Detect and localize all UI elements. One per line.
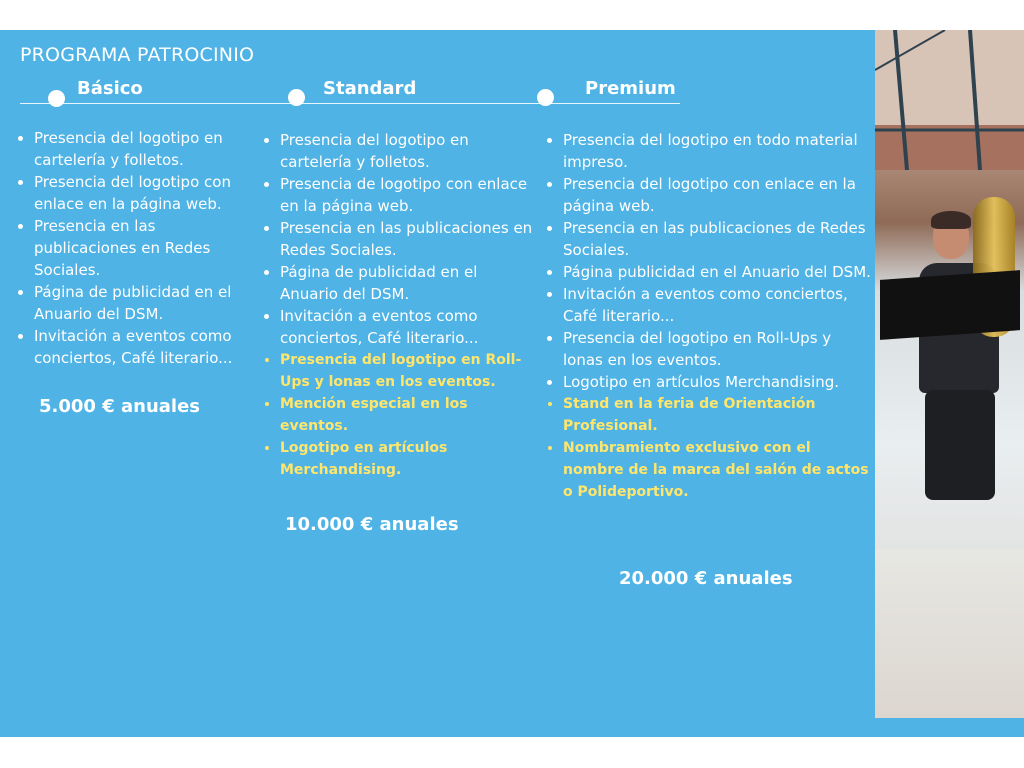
benefit-item: • Página publicidad en el Anuario del DSM. xyxy=(563,261,873,283)
benefit-item: • Presencia del logotipo con enlace en la página web. xyxy=(34,171,242,215)
floor xyxy=(875,550,1024,718)
page-title: PROGRAMA PATROCINIO xyxy=(20,44,255,66)
benefit-item: • Presencia del logotipo en Roll-Ups y lonas en los eventos. xyxy=(563,327,873,371)
benefit-item: • Presencia en las publicaciones en Redes Sociales. xyxy=(34,215,242,281)
benefit-item: • Página de publicidad en el Anuario del DSM. xyxy=(34,281,242,325)
benefits-list-premium xyxy=(543,129,873,503)
tier-heading-premium: Premium xyxy=(585,78,676,99)
benefit-item: • Presencia de logotipo con enlace en la página web. xyxy=(280,173,538,217)
timeline-dot-premium xyxy=(537,89,554,106)
benefit-item: • Logotipo en artículos Merchandising. xyxy=(563,371,873,393)
benefit-item: • Presencia del logotipo en cartelería y folletos. xyxy=(280,129,538,173)
benefit-item: • Presencia del logotipo con enlace en la página web. xyxy=(563,173,873,217)
musician-photo xyxy=(875,30,1024,718)
benefit-item: • Página de publicidad en el Anuario del DSM. xyxy=(280,261,538,305)
timeline-dot-basico xyxy=(48,90,65,107)
benefits-list-standard xyxy=(260,129,538,481)
music-stand xyxy=(880,270,1020,340)
benefit-item: • Presencia en las publicaciones de Redes Sociales. xyxy=(563,217,873,261)
benefit-item: • Presencia del logotipo en todo material impreso. xyxy=(563,129,873,173)
roof-structure-graphic xyxy=(875,30,1024,170)
price-premium: 20.000 € anuales xyxy=(619,568,793,589)
tuba-player xyxy=(915,215,1005,505)
tier-timeline xyxy=(20,103,680,104)
benefit-item: • Invitación a eventos como conciertos, Café literario... xyxy=(280,305,538,349)
benefit-item: • Nombramiento exclusivo con el nombre de la marca del salón de actos o Polideportivo. xyxy=(563,437,873,503)
benefit-item: • Presencia del logotipo en Roll-Ups y lonas en los eventos. xyxy=(280,349,538,393)
price-standard: 10.000 € anuales xyxy=(285,514,459,535)
benefit-item: • Presencia del logotipo en cartelería y folletos. xyxy=(34,127,242,171)
benefit-item: • Invitación a eventos como conciertos, Café literario... xyxy=(563,283,873,327)
benefit-item: • Mención especial en los eventos. xyxy=(280,393,538,437)
benefit-item: • Invitación a eventos como conciertos, Café literario... xyxy=(34,325,242,369)
benefit-item: • Logotipo en artículos Merchandising. xyxy=(280,437,538,481)
tier-heading-basico: Básico xyxy=(77,78,143,99)
tier-heading-standard: Standard xyxy=(323,78,417,99)
price-basico: 5.000 € anuales xyxy=(39,396,201,417)
benefit-item: • Stand en la feria de Orientación Profesional. xyxy=(563,393,873,437)
benefit-item: • Presencia en las publicaciones en Redes Sociales. xyxy=(280,217,538,261)
timeline-dot-standard xyxy=(288,89,305,106)
benefits-list-basico xyxy=(14,127,242,369)
